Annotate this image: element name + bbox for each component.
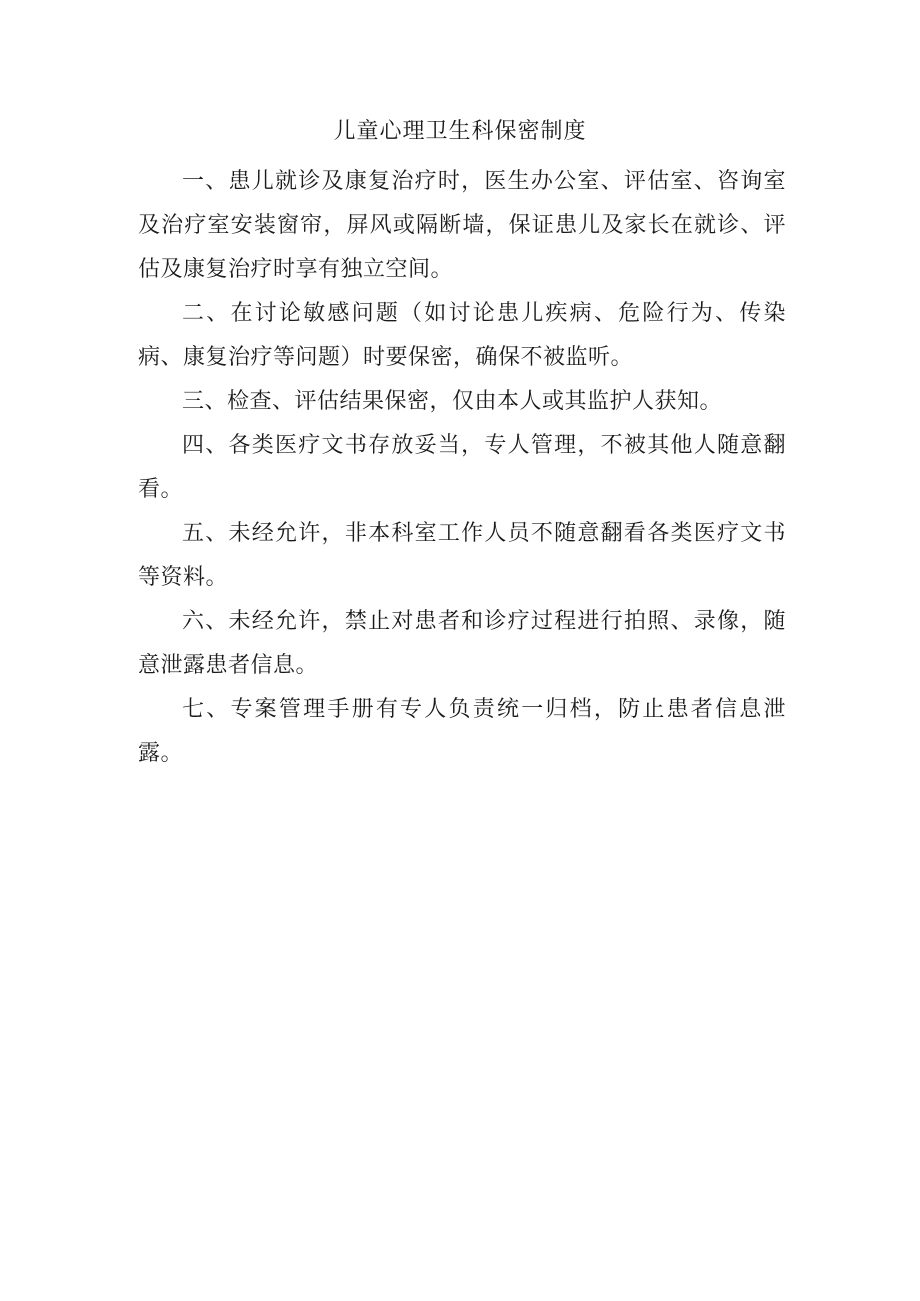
- clause-5: 五、未经允许，非本科室工作人员不随意翻看各类医疗文书等资料。: [138, 521, 786, 590]
- document-body: [138, 160, 786, 776]
- clause-6: 六、未经允许，禁止对患者和诊疗过程进行拍照、录像，随意泄露患者信息。: [138, 609, 786, 678]
- clause-7: 七、专案管理手册有专人负责统一归档，防止患者信息泄露。: [138, 697, 786, 766]
- clause-1: 一、患儿就诊及康复治疗时，医生办公室、评估室、咨询室及治疗室安装窗帘，屏风或隔断墙，保证患儿及家长在就诊、评估及康复治疗时享有独立空间。: [138, 169, 786, 282]
- clause-3: 三、检查、评估结果保密，仅由本人或其监护人获知。: [182, 389, 723, 414]
- clause-4: 四、各类医疗文书存放妥当，专人管理，不被其他人随意翻看。: [138, 433, 786, 502]
- document-title: 儿童心理卫生科保密制度: [333, 119, 587, 144]
- clause-2: 二、在讨论敏感问题（如讨论患儿疾病、危险行为、传染病、康复治疗等问题）时要保密，确保不被监听。: [138, 301, 786, 370]
